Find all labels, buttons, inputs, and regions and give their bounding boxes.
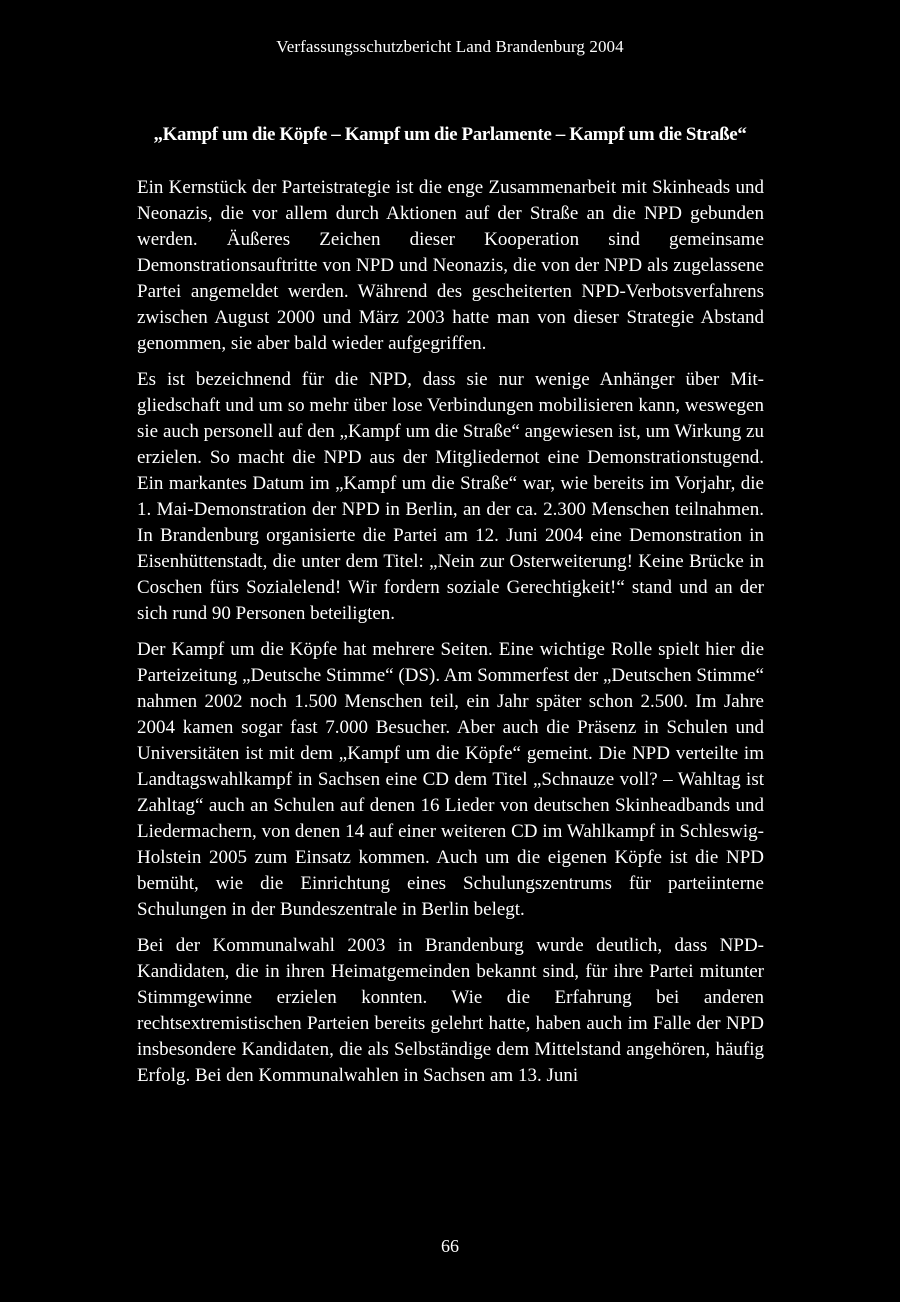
section-heading: „Kampf um die Köpfe – Kampf um die Parlamente – Kampf um die Straße“	[153, 124, 747, 145]
body-text	[137, 175, 764, 1099]
running-header: Verfassungsschutzbericht Land Brandenburg 2004	[276, 37, 624, 56]
page-number: 66	[441, 1236, 459, 1256]
paragraph: Der Kampf um die Köpfe hat mehrere Seiten. Eine wichtige Rolle spielt hier die Parteizeitung „Deutsche Stimme“ (DS). Am Sommerfest der „Deutschen Stimme“ nahmen 2002 noch 1.500 Menschen teil, ein Jahr später schon 2.500. Im Jahre 2004 kamen sogar fast 7.000 Besucher. Aber auch die Präsenz in Schulen und Universitäten ist mit dem „Kampf um die Köpfe“ gemeint. Die NPD verteilte im Landtagswahlkampf in Sachsen eine CD dem Titel „Schnauze voll? – Wahltag ist Zahltag“ auch an Schulen auf denen 16 Lieder von deutschen Skinheadbands und Liedermachern, von denen 14 auf einer weiteren CD im Wahlkampf in Schleswig-Holstein 2005 zum Einsatz kommen. Auch um die eigenen Köpfe ist die NPD bemüht, wie die Einrichtung eines Schulungszentrums für parteiinterne Schulungen in der Bundeszentrale in Berlin belegt.	[137, 639, 764, 920]
paragraph: Es ist bezeichnend für die NPD, dass sie nur wenige Anhänger über Mitgliedschaft und um so mehr über lose Verbindungen mobilisieren kann, weswegen sie auch personell auf den „Kampf um die Straße“ angewiesen ist, um Wirkung zu erzielen. So macht die NPD aus der Mitgliedernot eine Demonstrationstugend. Ein markantes Datum im „Kampf um die Straße“ war, wie bereits im Vorjahr, die 1. Mai-Demonstration der NPD in Berlin, an der ca. 2.300 Menschen teilnahmen. In Brandenburg organisierte die Partei am 12. Juni 2004 eine Demonstration in Eisenhüttenstadt, die unter dem Titel: „Nein zur Osterweiterung! Keine Brücke in Coschen fürs Sozialelend! Wir fordern soziale Gerechtigkeit!“ stand und an der sich rund 90 Personen beteiligten.	[137, 369, 764, 624]
paragraph: Bei der Kommunalwahl 2003 in Brandenburg wurde deutlich, dass NPD-Kandidaten, die in ihren Heimatgemeinden bekannt sind, für ihre Partei mitunter Stimmgewinne erzielen konnten. Wie die Erfahrung bei anderen rechtsextremistischen Parteien bereits gelehrt hatte, haben auch im Falle der NPD insbesondere Kandidaten, die als Selbständige dem Mittelstand angehören, häufig Erfolg. Bei den Kommunalwahlen in Sachsen am 13. Juni	[137, 935, 764, 1086]
paragraph: Ein Kernstück der Parteistrategie ist die enge Zusammenarbeit mit Skinheads und Neonazis, die vor allem durch Aktionen auf der Straße an die NPD gebunden werden. Äußeres Zeichen dieser Kooperation sind gemeinsame Demonstrationsauftritte von NPD und Neonazis, die von der NPD als zugelassene Partei angemeldet werden. Während des gescheiterten NPD-Verbotsverfahrens zwischen August 2000 und März 2003 hatte man von dieser Strategie Abstand genommen, sie aber bald wieder aufgegriffen.	[137, 177, 764, 354]
